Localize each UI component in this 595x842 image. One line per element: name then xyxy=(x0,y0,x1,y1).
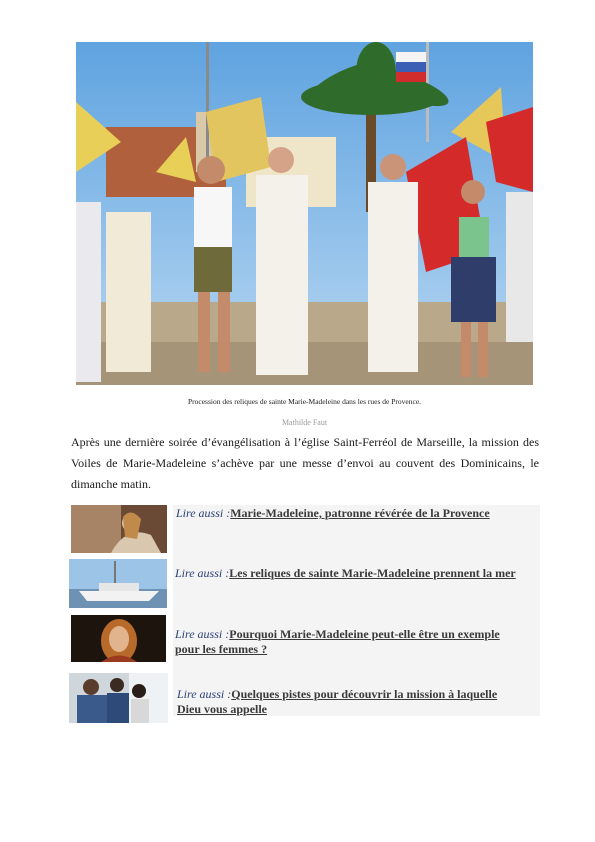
photo-credit: Mathilde Faut xyxy=(281,418,328,427)
related-kicker: Lire aussi : xyxy=(176,506,231,520)
related-thumb-2[interactable] xyxy=(69,559,167,608)
related-kicker: Lire aussi : xyxy=(177,687,232,701)
related-kicker: Lire aussi : xyxy=(175,627,230,641)
related-title-4[interactable]: Quelques pistes pour découvrir la mission à laquelle Dieu vous appelle xyxy=(177,687,498,716)
related-item-2[interactable] xyxy=(175,566,540,581)
related-articles-panel xyxy=(173,505,540,716)
procession-photo xyxy=(76,42,533,385)
related-item-4[interactable] xyxy=(177,687,522,717)
portrait-thumbnail-icon xyxy=(71,615,166,662)
related-thumb-1[interactable] xyxy=(71,505,167,553)
related-title-1[interactable]: Marie-Madeleine, patronne révérée de la Provence xyxy=(230,506,490,520)
related-title-2[interactable]: Les reliques de sainte Marie-Madeleine prennent la mer xyxy=(229,566,516,580)
lead-paragraph: Après une dernière soirée d’évangélisation à l’église Saint-Ferréol de Marseille, la mission des Voiles de Marie-Madeleine s’achève par une messe d’envoi au couvent des Dominicains, le dimanche matin. xyxy=(71,435,539,491)
sailboat-thumbnail-icon xyxy=(69,559,167,608)
procession-photo-illustration xyxy=(76,42,533,385)
related-thumb-3[interactable] xyxy=(71,615,166,662)
related-title-3[interactable]: Pourquoi Marie-Madeleine peut-elle être un exemple pour les femmes ? xyxy=(175,627,500,656)
related-item-3[interactable] xyxy=(175,627,520,657)
photo-caption: Procession des reliques de sainte Marie-Madeleine dans les rues de Provence. xyxy=(187,397,422,406)
related-item-1[interactable] xyxy=(176,506,521,521)
related-kicker: Lire aussi : xyxy=(175,566,230,580)
people-thumbnail-icon xyxy=(69,673,168,723)
related-thumb-4[interactable] xyxy=(69,673,168,723)
painting-thumbnail-icon xyxy=(71,505,167,553)
